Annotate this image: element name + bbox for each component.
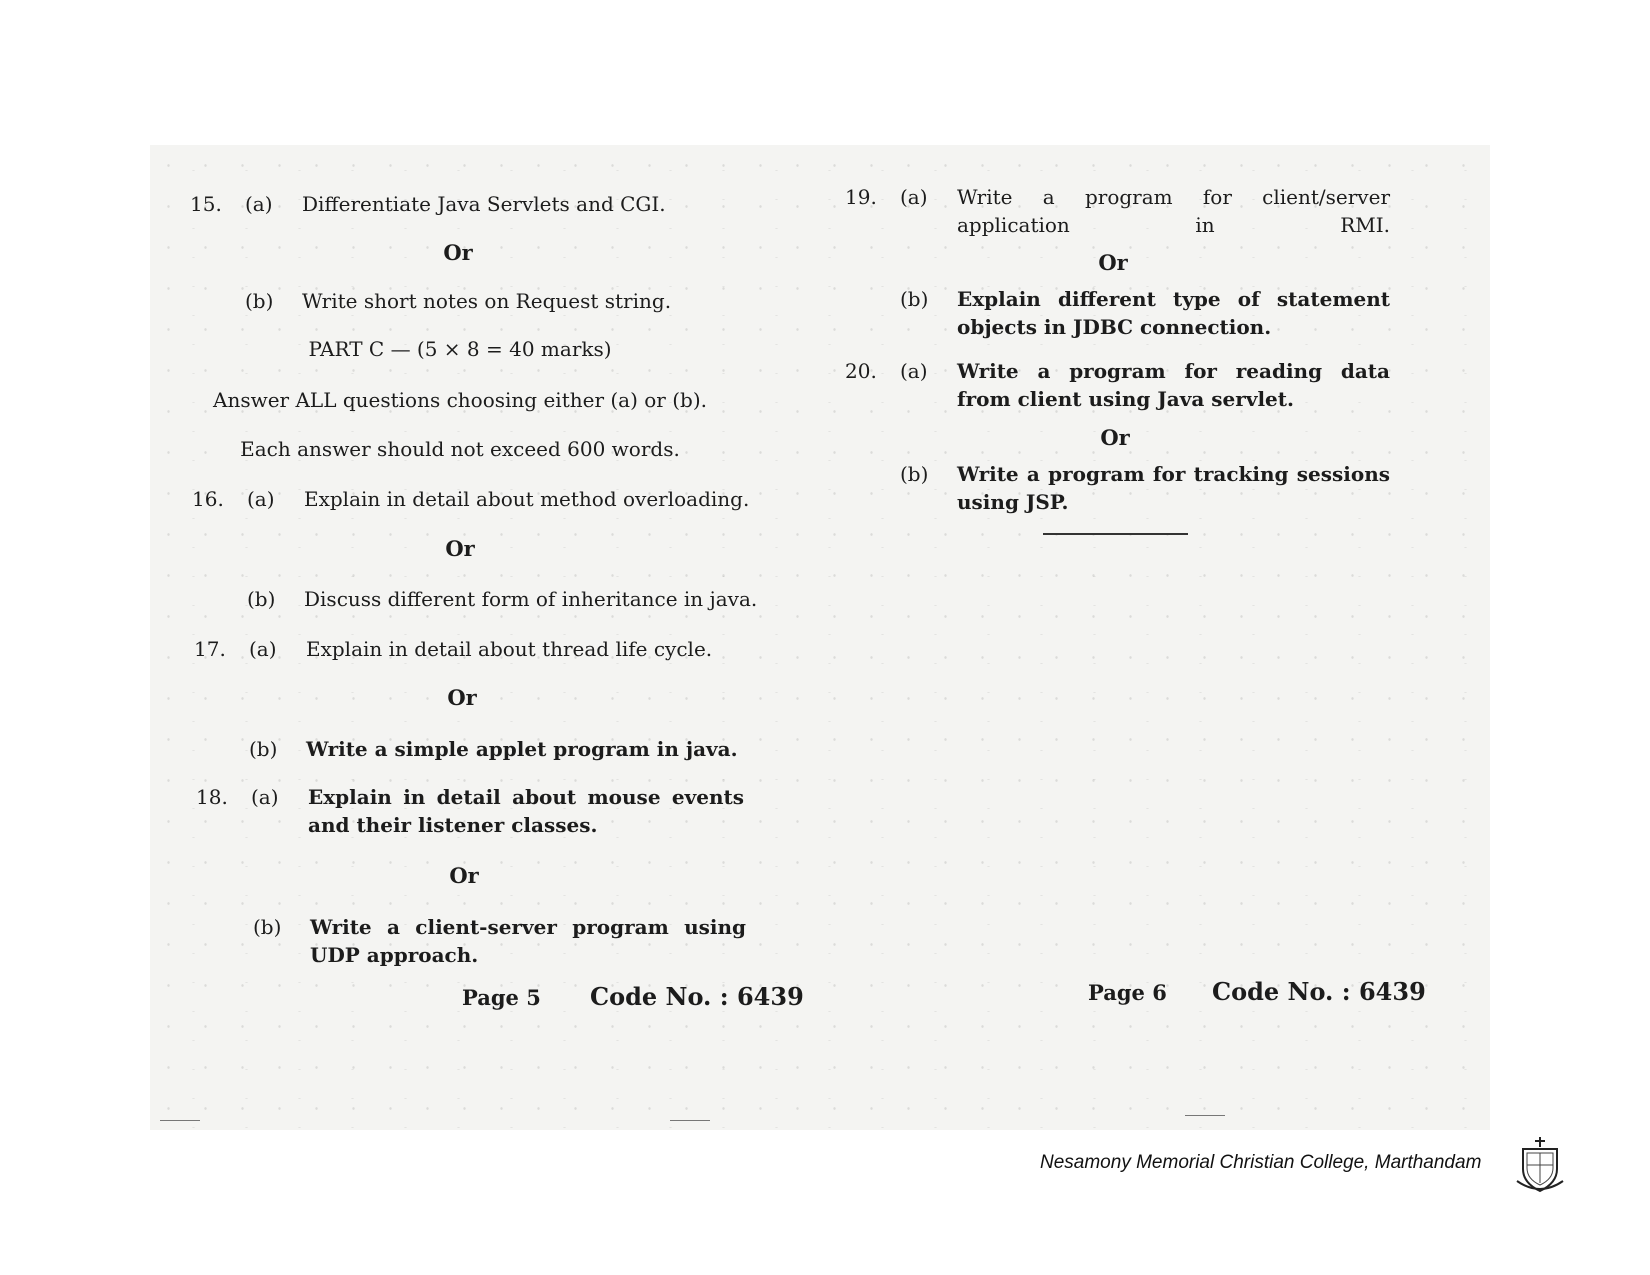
code-number: Code No. : 6439 bbox=[1212, 977, 1426, 1006]
question-text: Explain in detail about mouse events and their listener classes. bbox=[308, 785, 744, 837]
college-crest-icon bbox=[1515, 1135, 1565, 1195]
right-page bbox=[840, 145, 1490, 1130]
page-number: Page 5 bbox=[462, 985, 541, 1010]
question-text: Explain in detail about method overloading. bbox=[304, 487, 750, 511]
part-label: (a) bbox=[249, 637, 277, 661]
page-number: Page 6 bbox=[1088, 980, 1167, 1005]
part-label: (a) bbox=[245, 192, 273, 216]
part-label: (a) bbox=[900, 359, 928, 383]
question-text: Differentiate Java Servlets and CGI. bbox=[302, 192, 666, 216]
part-c-heading: PART C — (5 × 8 = 40 marks) bbox=[308, 337, 612, 361]
question-number: 20. bbox=[845, 359, 877, 383]
part-label: (a) bbox=[900, 185, 928, 209]
or-separator: Or bbox=[443, 240, 473, 265]
part-label: (b) bbox=[249, 737, 278, 761]
or-separator: Or bbox=[445, 536, 475, 561]
end-of-paper-rule bbox=[1043, 533, 1188, 535]
part-label: (b) bbox=[247, 587, 276, 611]
college-watermark-text: Nesamony Memorial Christian College, Marthandam bbox=[1040, 1152, 1482, 1173]
question-text: Explain different type of statement objects in JDBC connection. bbox=[957, 287, 1390, 339]
left-page bbox=[150, 145, 810, 1130]
question-text: Write a program for reading data from client using Java servlet. bbox=[957, 359, 1390, 411]
part-label: (b) bbox=[900, 462, 929, 486]
part-label: (b) bbox=[253, 915, 282, 939]
page-edge-mark bbox=[160, 1120, 200, 1121]
page-edge-mark bbox=[670, 1120, 710, 1121]
question-text: Write a client-server program using UDP approach. bbox=[310, 915, 746, 967]
question-number: 19. bbox=[845, 185, 877, 209]
question-text: Write a simple applet program in java. bbox=[306, 737, 738, 761]
question-number: 16. bbox=[192, 487, 224, 511]
page-edge-mark bbox=[1185, 1115, 1225, 1116]
question-number: 18. bbox=[196, 785, 228, 809]
instruction-line: Each answer should not exceed 600 words. bbox=[240, 437, 680, 461]
part-label: (b) bbox=[245, 289, 274, 313]
code-number: Code No. : 6439 bbox=[590, 982, 804, 1011]
question-text: Write short notes on Request string. bbox=[302, 289, 672, 313]
scanned-question-paper bbox=[150, 145, 1490, 1130]
or-separator: Or bbox=[447, 685, 477, 710]
part-label: (b) bbox=[900, 287, 929, 311]
question-number: 15. bbox=[190, 192, 222, 216]
part-label: (a) bbox=[251, 785, 279, 809]
question-text: Explain in detail about thread life cycle. bbox=[306, 637, 713, 661]
instruction-line: Answer ALL questions choosing either (a) or (b). bbox=[213, 388, 707, 412]
or-separator: Or bbox=[1100, 425, 1130, 450]
or-separator: Or bbox=[449, 863, 479, 888]
question-text: Discuss different form of inheritance in java. bbox=[304, 587, 758, 611]
question-text: Write a program for tracking sessions using JSP. bbox=[957, 462, 1390, 514]
part-label: (a) bbox=[247, 487, 275, 511]
question-text: Write a program for client/server application in RMI. bbox=[957, 185, 1390, 237]
or-separator: Or bbox=[1098, 250, 1128, 275]
question-number: 17. bbox=[194, 637, 226, 661]
